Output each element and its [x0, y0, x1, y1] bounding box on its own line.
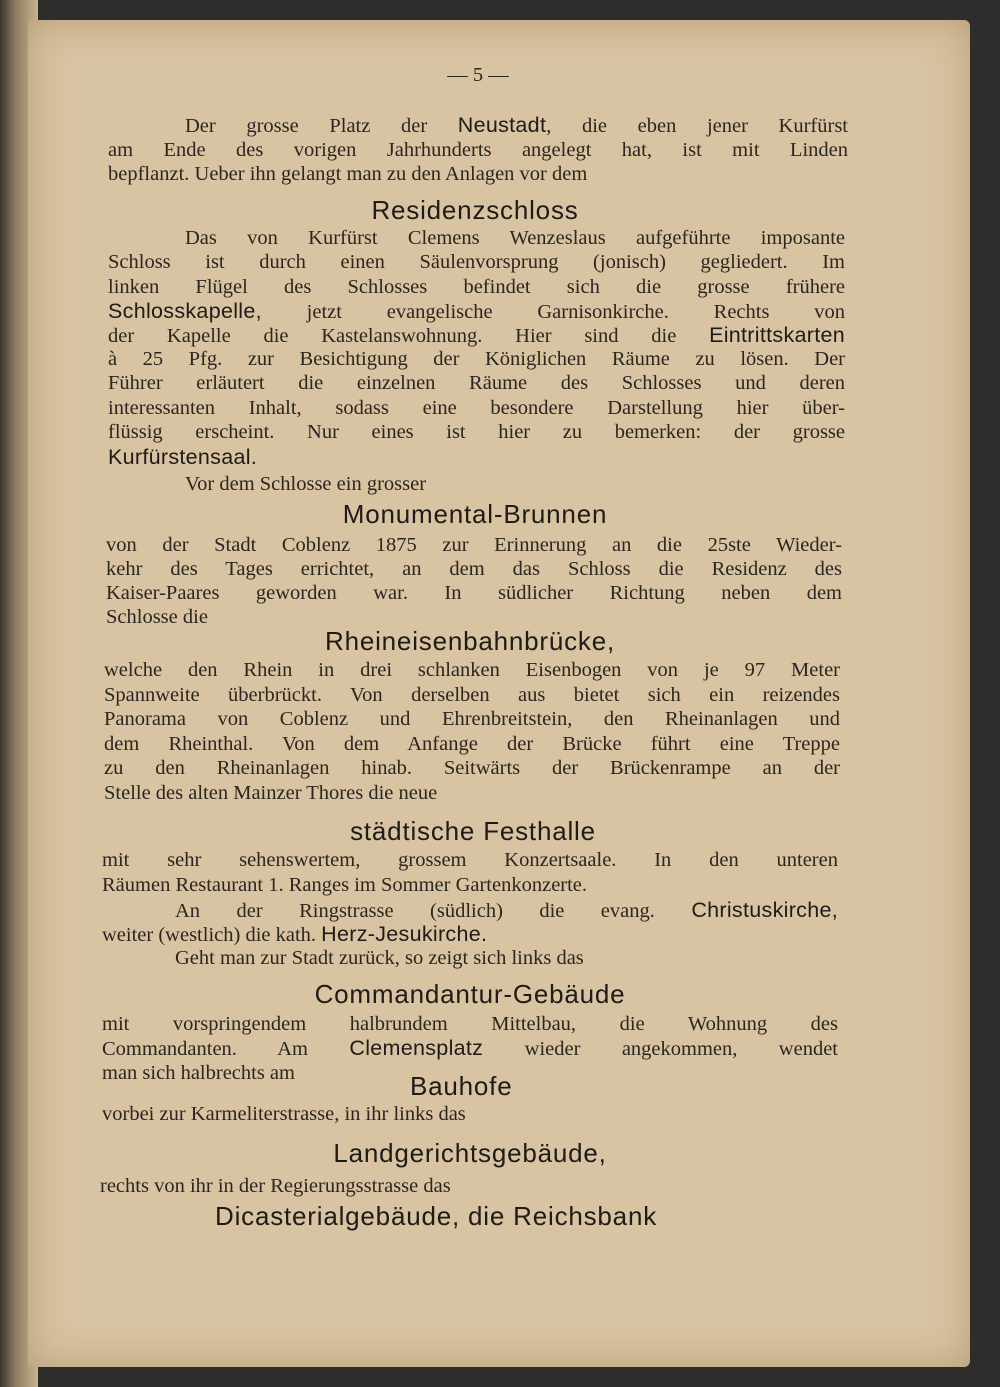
text-segment: , die eben jener Kurfürst — [546, 115, 848, 137]
text-segment: Spannweite überbrückt. Von derselben aus bietet sich ein reizendes — [104, 684, 840, 706]
section-heading — [215, 1200, 657, 1232]
text-line — [108, 137, 848, 163]
text-line — [104, 706, 840, 732]
section-heading — [371, 194, 578, 226]
text-segment: Führer erläutert die einzelnen Räume des Schlosses und deren — [108, 372, 845, 394]
emphasized-term: Monumental-Brunnen — [342, 499, 608, 529]
text-line — [175, 945, 584, 971]
text-line — [108, 249, 845, 275]
page-number: — 5 — — [447, 64, 509, 86]
text-line — [108, 298, 845, 324]
emphasized-term: Kurfürstensaal. — [108, 445, 258, 469]
text-segment: mit vorspringendem halbrundem Mittelbau, die Wohnung des — [102, 1013, 838, 1035]
section-heading — [315, 978, 626, 1010]
text-line — [100, 1173, 451, 1199]
text-segment: bepflanzt. Ueber ihn gelangt man zu den Anlagen vor dem — [108, 163, 588, 185]
text-line — [104, 755, 840, 781]
emphasized-term: Commandantur-Gebäude — [314, 979, 626, 1009]
emphasized-term: Clemensplatz — [349, 1036, 484, 1060]
text-line — [108, 444, 257, 471]
text-segment: am Ende des vorigen Jahrhunderts angelegt hat, ist mit Linden — [108, 139, 848, 161]
text-segment: Schloss ist durch einen Säulenvorsprung (jonisch) gegliedert. Im — [108, 251, 845, 273]
text-line — [108, 419, 845, 445]
text-segment: weiter (westlich) die kath. — [102, 924, 322, 946]
text-line — [108, 161, 587, 187]
text-line — [102, 872, 587, 898]
text-segment: mit sehr sehenswertem, grossem Konzertsaale. In den unteren — [102, 849, 838, 871]
text-segment: dem Rheinthal. Von dem Anfange der Brücke führt eine Treppe — [104, 733, 840, 755]
text-line — [102, 1060, 295, 1086]
text-segment: Geht man zur Stadt zurück, so zeigt sich links das — [175, 947, 584, 969]
text-segment: linken Flügel des Schlosses befindet sich die grosse frühere — [108, 276, 845, 298]
emphasized-term: Christuskirche, — [691, 898, 838, 922]
emphasized-term: Eintrittskarten — [709, 323, 845, 347]
text-segment: Kaiser-Paares geworden war. In südlicher Richtung neben dem — [106, 582, 842, 604]
text-line — [102, 847, 838, 873]
text-segment: jetzt evangelische Garnisonkirche. Rechts von — [261, 301, 845, 323]
text-segment: interessanten Inhalt, sodass eine besondere Darstellung hier über- — [108, 397, 845, 419]
text-segment: der Kapelle die Kastelanswohnung. Hier sind die — [108, 325, 710, 347]
text-line — [104, 657, 840, 683]
text-line — [185, 112, 848, 138]
text-segment: von der Stadt Coblenz 1875 zur Erinnerung an die 25ste Wieder- — [106, 534, 842, 556]
emphasized-term: Herz-Jesukirche. — [321, 922, 488, 946]
text-line — [106, 532, 842, 558]
section-heading — [350, 815, 596, 847]
text-segment: Stelle des alten Mainzer Thores die neue — [104, 782, 438, 804]
text-segment: Schlosse die — [106, 606, 208, 628]
emphasized-term: städtische Festhalle — [350, 816, 596, 846]
text-segment: welche den Rhein in drei schlanken Eisenbogen von je 97 Meter — [104, 659, 840, 681]
text-segment: Commandanten. Am — [102, 1038, 350, 1060]
text-segment: Vor dem Schlosse ein grosser — [185, 473, 427, 495]
text-segment: man sich halbrechts am — [102, 1062, 295, 1084]
text-line — [102, 1101, 466, 1127]
section-heading — [325, 625, 615, 657]
text-line — [102, 1035, 838, 1061]
text-segment: Panorama von Coblenz und Ehrenbreitstein, den Rheinanlagen und — [104, 708, 840, 730]
emphasized-term: Rheineisenbahnbrücke, — [325, 626, 615, 656]
emphasized-term: Neustadt — [457, 113, 547, 137]
text-line — [185, 471, 426, 497]
text-segment: Räumen Restaurant 1. Ranges im Sommer Gartenkonzerte. — [102, 874, 588, 896]
text-line — [102, 1011, 838, 1037]
section-heading — [343, 498, 607, 530]
section-heading — [333, 1137, 606, 1169]
emphasized-term: Residenzschloss — [371, 195, 579, 225]
text-line — [104, 682, 840, 708]
text-line — [106, 580, 842, 606]
text-segment: An der Ringstrasse (südlich) die evang. — [175, 900, 692, 922]
emphasized-term: Bauhofe — [410, 1071, 513, 1101]
text-segment: flüssig erscheint. Nur eines ist hier zu bemerken: der grosse — [108, 421, 845, 443]
text-line — [185, 225, 845, 251]
text-line — [108, 322, 845, 348]
text-segment: kehr des Tages errichtet, an dem das Schloss die Residenz des — [106, 558, 842, 580]
text-segment: à 25 Pfg. zur Besichtigung der Königlichen Räume zu lösen. Der — [108, 348, 845, 370]
text-segment: Das von Kurfürst Clemens Wenzeslaus aufgeführte imposante — [185, 227, 845, 249]
text-line — [104, 731, 840, 757]
section-heading — [410, 1070, 512, 1102]
emphasized-term: Dicasterialgebäude, die Reichsbank — [215, 1201, 658, 1231]
text-segment: wieder angekommen, wendet — [483, 1038, 838, 1060]
text-segment: Der grosse Platz der — [185, 115, 458, 137]
text-line — [108, 395, 845, 421]
text-segment: vorbei zur Karmeliterstrasse, in ihr links das — [102, 1103, 466, 1125]
text-line — [102, 921, 487, 948]
text-line — [108, 370, 845, 396]
text-line — [106, 604, 208, 630]
text-line — [175, 897, 838, 923]
text-line — [106, 556, 842, 582]
emphasized-term: Landgerichtsgebäude, — [333, 1138, 607, 1168]
text-line — [104, 780, 437, 806]
emphasized-term: Schlosskapelle, — [108, 299, 262, 323]
text-segment: rechts von ihr in der Regierungsstrasse das — [100, 1175, 451, 1197]
text-line — [108, 274, 845, 300]
text-segment: zu den Rheinanlagen hinab. Seitwärts der Brückenrampe an der — [104, 757, 840, 779]
text-line — [108, 346, 845, 372]
